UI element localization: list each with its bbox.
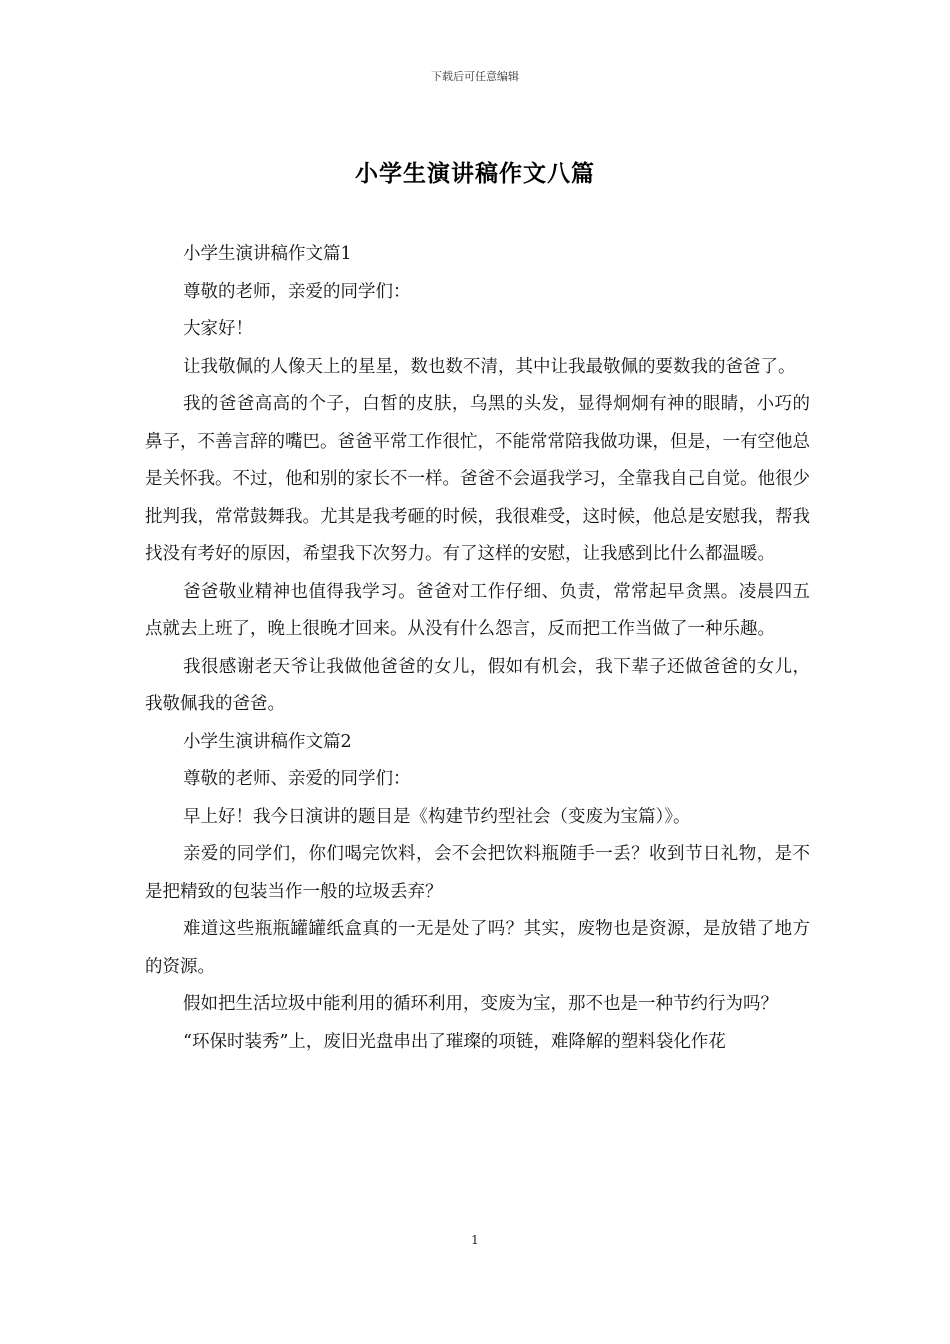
body-paragraph: 爸爸敬业精神也值得我学习。爸爸对工作仔细、负责，常常起早贪黑。凌晨四五点就去上班了，晚上很晚才回来。从没有什么怨言，反而把工作当做了一种乐趣。 [145,581,810,639]
body-paragraph: 亲爱的同学们，你们喝完饮料，会不会把饮料瓶随手一丢？收到节日礼物，是不是把精致的包装当作一般的垃圾丢弃？ [145,844,810,902]
greeting: 大家好！ [183,319,253,339]
body-paragraph: 让我敬佩的人像天上的星星，数也数不清，其中让我最敬佩的要数我的爸爸了。 [183,356,796,377]
document-title: 小学生演讲稿作文八篇 [355,160,595,187]
body-paragraph: “环保时装秀”上，废旧光盘串出了璀璨的项链，难降解的塑料袋化作花 [183,1031,726,1052]
body-paragraph: 难道这些瓶瓶罐罐纸盒真的一无是处了吗？其实，废物也是资源，是放错了地方的资源。 [145,919,810,977]
salutation: 尊敬的老师、亲爱的同学们： [183,769,411,789]
body-paragraph: 假如把生活垃圾中能利用的循环利用，变废为宝，那不也是一种节约行为吗？ [183,994,778,1014]
header-note: 下载后可任意编辑 [431,70,519,83]
salutation: 尊敬的老师，亲爱的同学们： [183,281,411,302]
page-number: 1 [471,1233,479,1247]
document-body [145,236,810,1061]
body-paragraph: 早上好！我今日演讲的题目是《构建节约型社会（变废为宝篇）》。 [183,806,691,827]
section-heading: 小学生演讲稿作文篇1 [183,244,352,264]
body-paragraph: 我很感谢老天爷让我做他爸爸的女儿，假如有机会，我下辈子还做爸爸的女儿，我敬佩我的爸爸。 [145,656,810,714]
body-paragraph: 我的爸爸高高的个子，白皙的皮肤，乌黑的头发，显得炯炯有神的眼睛，小巧的鼻子，不善言辞的嘴巴。爸爸平常工作很忙，不能常常陪我做功课，但是，一有空他总是关怀我。不过，他和别的家长不一样。爸爸不会逼我学习，全靠我自己自觉。他很少批判我，常常鼓舞我。尤其是我考砸的时候，我很难受，这时候，他总是安慰我，帮我找没有考好的原因，希望我下次努力。有了这样的安慰，让我感到比什么都温暖。 [145,394,810,564]
section-heading: 小学生演讲稿作文篇2 [183,731,352,752]
